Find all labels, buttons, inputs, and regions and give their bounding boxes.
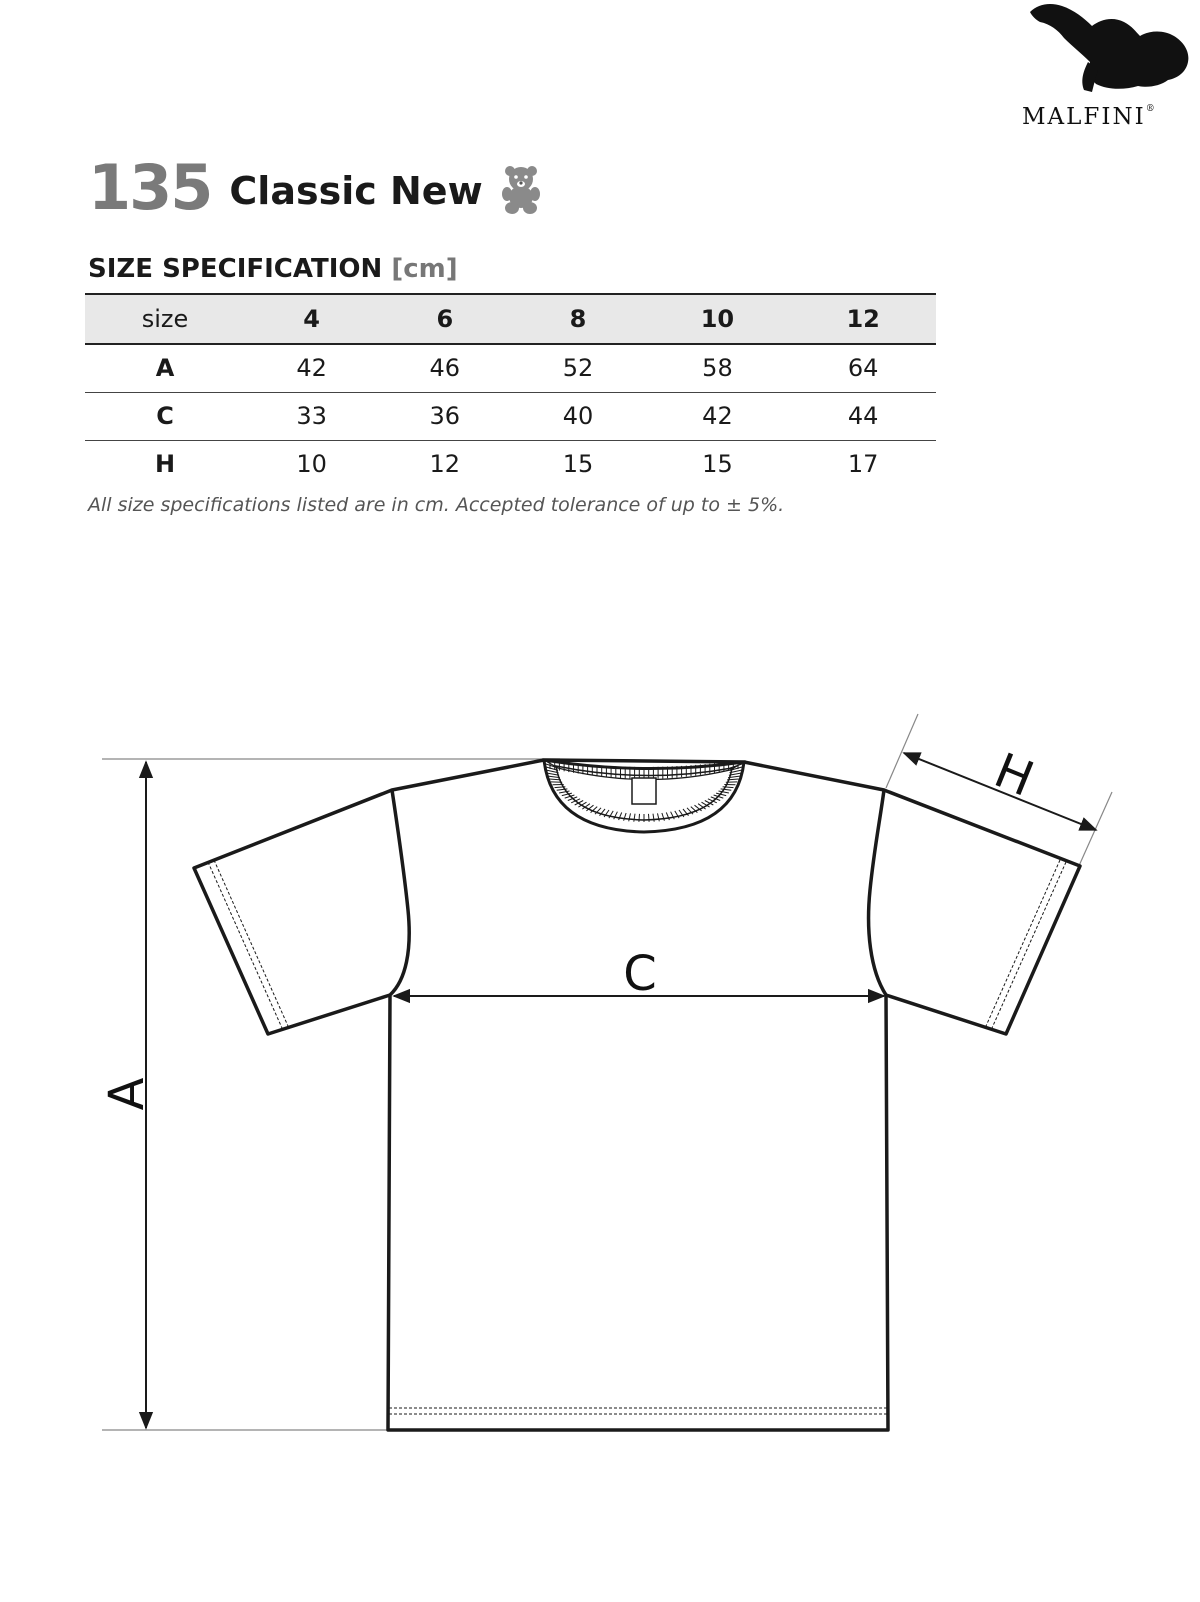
table-cell: 58 xyxy=(702,354,733,383)
left-sleeve xyxy=(194,790,392,1034)
header-size: 6 xyxy=(436,305,454,333)
tshirt-body xyxy=(388,760,888,1430)
product-name: Classic New xyxy=(229,169,483,213)
right-sleeve xyxy=(884,790,1080,1034)
eagle-icon xyxy=(1028,0,1193,95)
spec-heading: SIZE SPECIFICATION [cm] xyxy=(88,254,458,284)
table-cell: 42 xyxy=(702,402,733,430)
table-cell: 44 xyxy=(847,402,879,430)
table-cell: 36 xyxy=(429,402,461,430)
header-size: 10 xyxy=(700,305,735,333)
table-cell: 12 xyxy=(429,450,461,479)
hem-stitching xyxy=(208,860,1066,1414)
table-cell: 52 xyxy=(562,354,594,383)
brand-logo xyxy=(1018,0,1200,135)
header-size: 12 xyxy=(846,305,880,333)
brand-name: MALFINI® xyxy=(1022,104,1155,130)
table-cell: 15 xyxy=(702,450,733,479)
table-cell: 46 xyxy=(429,354,461,383)
table-header-row xyxy=(85,294,936,344)
table-cell: 40 xyxy=(562,402,594,430)
table-row xyxy=(85,440,936,488)
size-table xyxy=(85,293,936,488)
row-label: C xyxy=(156,402,174,430)
dimension-a-label: A xyxy=(99,1077,155,1111)
table-cell: 17 xyxy=(847,450,879,479)
table-cell: 10 xyxy=(296,450,327,479)
tshirt-measurement-diagram xyxy=(0,680,1200,1460)
row-label: H xyxy=(154,450,176,479)
table-cell: 33 xyxy=(296,402,327,430)
table-cell: 15 xyxy=(562,450,594,479)
product-code: 135 xyxy=(88,150,212,224)
tolerance-note: All size specifications listed are in cm. Accepted tolerance of up to ± 5%. xyxy=(88,494,785,516)
table-cell: 42 xyxy=(296,354,327,383)
neck-label-tag xyxy=(632,778,656,804)
table-cell: 64 xyxy=(847,354,879,383)
header-size: 4 xyxy=(303,305,320,333)
dimension-h-label: H xyxy=(986,742,1042,808)
row-label: A xyxy=(155,354,175,383)
registered-mark: ® xyxy=(1145,104,1155,114)
product-title xyxy=(88,152,541,222)
teddy-bear-icon xyxy=(501,164,541,214)
dimension-c-label: C xyxy=(623,946,657,1002)
table-row xyxy=(85,392,936,440)
header-size: 8 xyxy=(569,305,587,333)
tshirt-outline xyxy=(194,760,1080,1430)
spec-unit: [cm] xyxy=(391,254,458,284)
table-row xyxy=(85,344,936,392)
header-size-label: size xyxy=(141,305,189,333)
